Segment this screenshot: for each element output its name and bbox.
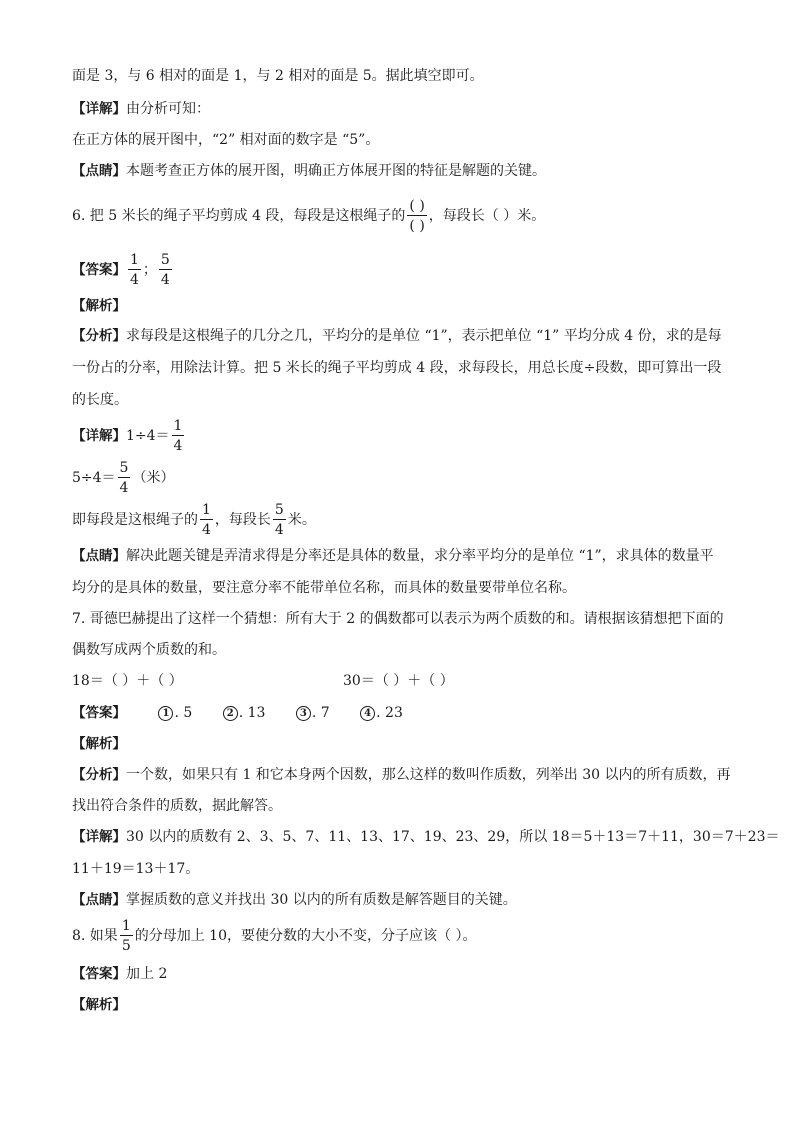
conclusion-text: 米。 (287, 512, 316, 528)
equation-blank: 18＝（ ）＋（ ） (72, 673, 183, 689)
fraction (273, 503, 286, 537)
answer-item (296, 705, 330, 721)
question-text: ，每段长（ ）米。 (428, 208, 546, 224)
circled-number: 4 (360, 706, 375, 721)
line-q6-fx3 (72, 390, 128, 410)
analysis-tag: 【解析】 (72, 298, 126, 314)
line-q5-detail (72, 99, 210, 119)
fraction-denominator: 5 (121, 938, 131, 954)
line-q7-answer (72, 703, 403, 723)
answer-tag: 【答案】 (72, 705, 126, 721)
equation-blank: 30＝（ ）＋（ ） (343, 673, 454, 689)
line-q6-xj3 (72, 498, 316, 542)
fraction-numerator: 5 (274, 502, 284, 518)
fraction (118, 461, 131, 495)
equation-text: 1÷4＝ (126, 428, 170, 444)
point-tag: 【点睛】 (72, 163, 126, 179)
answer-item (158, 705, 192, 721)
fraction-denominator: 4 (274, 522, 284, 538)
blank-fraction (407, 199, 426, 233)
line-q6-fx1 (72, 326, 722, 346)
answer-value: . 7 (311, 705, 330, 721)
question-text: 8. 如果 (72, 928, 118, 944)
xiangjie-text: 11＋19＝13＋17。 (72, 861, 200, 877)
analysis-tag: 【解析】 (72, 997, 126, 1013)
line-p1 (72, 66, 484, 86)
fraction-denominator: 4 (173, 438, 183, 454)
point-tag: 【点睛】 (72, 892, 126, 908)
fraction (172, 419, 185, 453)
line-q6-question (72, 194, 545, 238)
answer-value: . 5 (174, 705, 193, 721)
fenxi-text: 求每段是这根绳子的几分之几，平均分的是单位 “1”，表示把单位 “1” 平均分成 4 份，求的是每 (126, 328, 722, 344)
fenxi-text: 一个数，如果只有 1 和它本身两个因数，那么这样的数叫作质数，列举出 30 以内的所有质数，再 (126, 767, 731, 783)
question-text: 6. 把 5 米长的绳子平均剪成 4 段，每段是这根绳子的 (72, 208, 406, 224)
fenxi-tag: 【分析】 (72, 328, 126, 344)
line-q6-jiexi (72, 296, 126, 316)
fenxi-text: 找出符合条件的质数，据此解答。 (72, 798, 282, 814)
line-q8-answer (72, 964, 167, 984)
line-q6-dj1 (72, 546, 714, 566)
answer-tag: 【答案】 (72, 966, 126, 982)
fraction-denominator: 4 (119, 480, 129, 496)
fraction-numerator: ( ) (409, 198, 425, 214)
point-text: 掌握质数的意义并找出 30 以内的所有质数是解答题目的关键。 (126, 892, 517, 908)
xiangjie-tag: 【详解】 (72, 428, 126, 444)
question-text: 7. 哥德巴赫提出了这样一个猜想：所有大于 2 的偶数都可以表示为两个质数的和。请根据该猜想把下面的 (72, 611, 724, 627)
line-q7-dj (72, 890, 517, 910)
line-q7-3 (72, 671, 183, 691)
fraction-numerator: 1 (130, 252, 139, 268)
answer-item (360, 705, 403, 721)
paragraph-text: 面是 3，与 6 相对的面是 1，与 2 相对的面是 5。据此填空即可。 (72, 68, 484, 84)
fraction-numerator: 1 (202, 502, 211, 518)
line-q7-fx2 (72, 796, 282, 816)
question-text: 偶数写成两个质数的和。 (72, 642, 226, 658)
line-q7-jiexi (72, 734, 126, 754)
line-q6-fx2 (72, 358, 721, 378)
circled-number: 3 (296, 706, 311, 721)
line-q7-2 (72, 640, 226, 660)
fraction (120, 919, 133, 953)
line-q7-1 (72, 609, 724, 629)
answer-value: . 23 (376, 705, 403, 721)
point-tag: 【点睛】 (72, 548, 126, 564)
detail-text: 在正方体的展开图中，“2” 相对面的数字是 “5”。 (72, 132, 380, 148)
fenxi-text: 的长度。 (72, 392, 128, 408)
fenxi-tag: 【分析】 (72, 767, 126, 783)
answer-tag: 【答案】 (72, 262, 126, 278)
line-q7-3b (343, 671, 454, 691)
line-q5-point (72, 161, 546, 181)
fraction-numerator: 5 (119, 460, 129, 476)
point-text: 解决此题关键是弄清求得是分率还是具体的数量，求分率平均分的是单位 “1”，求具体的数量平 (126, 548, 714, 564)
line-q5-detail2 (72, 130, 379, 150)
conclusion-text: ，每段长 (214, 512, 271, 528)
answer-item (223, 705, 266, 721)
line-q7-xj1 (72, 827, 779, 847)
fraction-numerator: 5 (160, 252, 170, 268)
line-q6-xj1 (72, 414, 186, 458)
line-q7-xj2 (72, 859, 199, 879)
line-q8-question (72, 914, 476, 958)
answer-value: . 13 (238, 705, 266, 721)
question-text: 的分母加上 10，要使分数的大小不变，分子应该（ ）。 (134, 928, 477, 944)
fenxi-text: 一份占的分率，用除法计算。把 5 米长的绳子平均剪成 4 段，求每段长，用总长度÷段数，即可算出一段 (72, 360, 722, 376)
fraction (200, 503, 213, 537)
unit-text: （米） (132, 470, 175, 486)
circled-number: 2 (223, 706, 238, 721)
conclusion-text: 即每段是这根绳子的 (72, 512, 198, 528)
line-q6-dj2 (72, 578, 576, 598)
fraction-denominator: 4 (160, 272, 170, 288)
fraction-numerator: 1 (121, 918, 131, 934)
fraction-denominator: 4 (202, 522, 211, 538)
line-q7-fx1 (72, 765, 731, 785)
fraction-numerator: 1 (173, 418, 183, 434)
analysis-tag: 【解析】 (72, 736, 126, 752)
answer-fraction (128, 253, 141, 287)
answer-text: 加上 2 (126, 966, 168, 982)
xiangjie-text: 30 以内的质数有 2、3、5、7、11、13、17、19、23、29，所以 18＝5＋13＝7＋11，30＝7＋23＝ (126, 829, 780, 845)
detail-text: 由分析可知： (126, 101, 210, 117)
detail-tag: 【详解】 (72, 101, 126, 117)
point-text: 均分的是具体的数量，要注意分率不能带单位名称，而具体的数量要带单位名称。 (72, 580, 576, 596)
separator: ； (142, 262, 157, 278)
equation-text: 5÷4＝ (72, 470, 116, 486)
point-text: 本题考查正方体的展开图，明确正方体展开图的特征是解题的关键。 (126, 163, 546, 179)
line-q6-answer (72, 248, 174, 292)
answer-fraction (159, 253, 172, 287)
line-q8-jiexi (72, 995, 126, 1015)
fraction-denominator: 4 (130, 272, 139, 288)
circled-number: 1 (158, 706, 173, 721)
xiangjie-tag: 【详解】 (72, 829, 126, 845)
fraction-denominator: ( ) (409, 218, 425, 234)
line-q6-xj2 (72, 456, 174, 500)
